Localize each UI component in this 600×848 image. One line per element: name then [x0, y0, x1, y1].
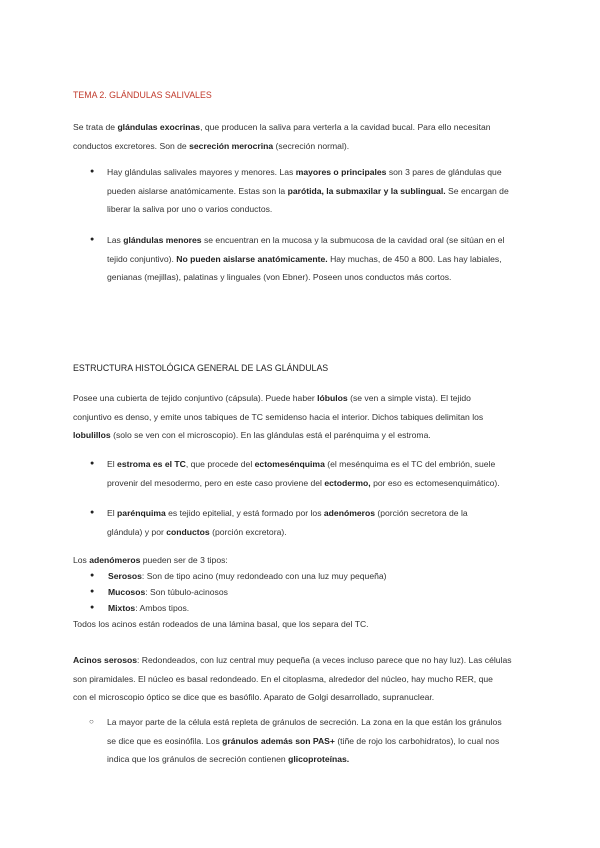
adenomeros-intro: Los adenómeros pueden ser de 3 tipos: — [73, 555, 228, 565]
bullet-icon: ● — [90, 588, 95, 595]
sub-bullet-granulos: La mayor parte de la célula está repleta de gránulos de secreción. La zona en la que están los gránulos se dice que es eosinófila. Los gránulos además son PAS+ (tiñe de rojo los carbohidratos), lo cual nos indica que los gránulos de secreción contienen glicoproteínas. — [107, 717, 502, 764]
acinos-note: Todos los acinos están rodeados de una lámina basal, que los separa del TC. — [73, 619, 369, 629]
bullet-icon: ● — [90, 236, 95, 243]
sub-bullet-icon: ○ — [89, 717, 94, 726]
type-item-mixtos: Mixtos: Ambos tipos. — [108, 603, 190, 613]
bullet-icon: ● — [90, 460, 95, 467]
acinos-serosos-paragraph: Acinos serosos: Redondeados, con luz central muy pequeña (a veces incluso parece que no hay luz). Las células son piramidales. El núcleo es basal redondeado. En el citoplasma, alrededor del núcleo, hay mucho RER, que con el microscopio óptico se dice que es basófilo. Aparato de Golgi desarrollado, supranuclear. — [73, 655, 512, 702]
section-title-estructura: ESTRUCTURA HISTOLÓGICA GENERAL DE LAS GLÁNDULAS — [73, 363, 329, 373]
bullet-parenquima: El parénquima es tejido epitelial, y está formado por los adenómeros (porción secretora de la glándula) y por conductos (porción excretora). — [107, 508, 468, 537]
bullet-estroma: El estroma es el TC, que procede del ectomesénquima (el mesénquima es el TC del embrión, suele provenir del mesodermo, pero en este caso proviene del ectodermo, por eso es ectomesenquimático). — [107, 459, 500, 488]
bullet-glandulas-menores: Las glándulas menores se encuentran en la mucosa y la submucosa de la cavidad oral (se sitúan en el tejido conjuntivo). No pueden aislarse anatómicamente. Hay muchas, de 450 a 800. Las hay labiales, genianas (mejillas), palatinas y linguales (von Ebner). Poseen unos conductos más cortos. — [107, 235, 505, 282]
bullet-icon: ● — [90, 509, 95, 516]
bullet-icon: ● — [90, 604, 95, 611]
estructura-intro-paragraph: Posee una cubierta de tejido conjuntivo (cápsula). Puede haber lóbulos (se ven a simple vista). El tejido conjuntivo es denso, y emite unos tabiques de TC semidenso hacia el interior. Dichos tabiques delimitan los lobulillos (solo se ven con el microscopio). En las glándulas está el parénquima y el estroma. — [73, 393, 484, 440]
intro-paragraph: Se trata de glándulas exocrinas, que producen la saliva para verterla a la cavidad bucal. Para ello necesitan conductos excretores. Son de secreción merocrina (secreción normal). — [73, 122, 491, 151]
bullet-icon: ● — [90, 168, 95, 175]
bullet-glandulas-mayores: Hay glándulas salivales mayores y menores. Las mayores o principales son 3 pares de glándulas que pueden aislarse anatómicamente. Estas son la parótida, la submaxilar y la sublingual. Se encargan de liberar la saliva por uno o varios conductos. — [107, 167, 509, 214]
section-title-glandulas-salivales: TEMA 2. GLÁNDULAS SALIVALES — [73, 90, 212, 100]
type-item-mucosos: Mucosos: Son túbulo-acinosos — [108, 587, 228, 597]
bullet-icon: ● — [90, 572, 95, 579]
type-item-serosos: Serosos: Son de tipo acino (muy redondeado con una luz muy pequeña) — [108, 571, 387, 581]
